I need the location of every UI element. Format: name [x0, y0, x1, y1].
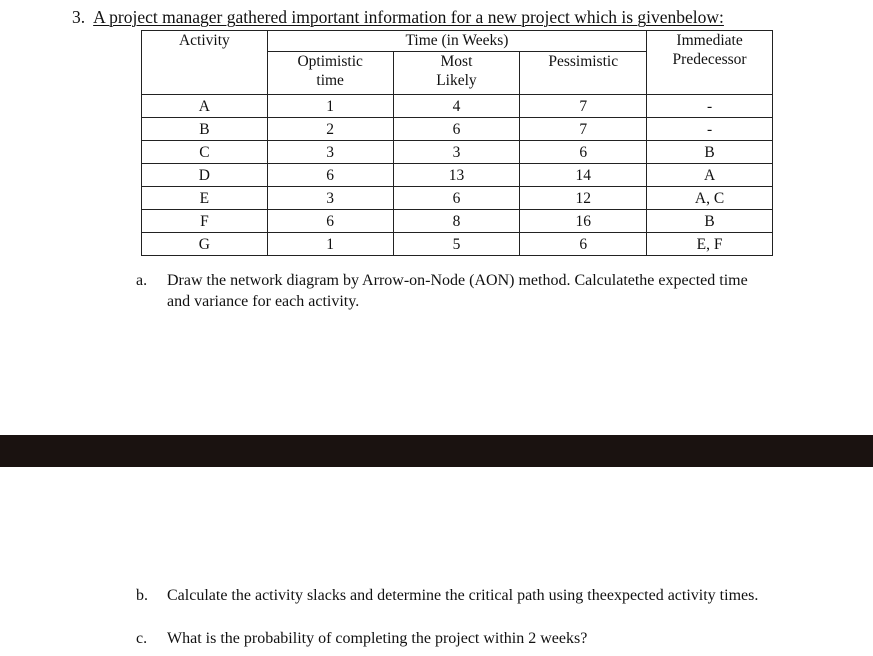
cell-optimistic: 3: [267, 141, 393, 164]
header-predecessor-line2: Predecessor: [672, 51, 747, 68]
header-optimistic: [267, 52, 393, 95]
dark-separator-band: [0, 435, 873, 467]
cell-optimistic: 3: [267, 187, 393, 210]
cell-predecessor: B: [647, 141, 773, 164]
cell-pessimistic: 12: [520, 187, 647, 210]
header-time: Time (in Weeks): [267, 31, 646, 52]
table-row: [142, 95, 773, 118]
table-header-row: [142, 31, 773, 52]
cell-activity: G: [142, 233, 268, 256]
table-row: [142, 187, 773, 210]
header-pessimistic: Pessimistic: [520, 52, 647, 95]
part-b-label: b.: [136, 587, 148, 604]
header-predecessor: [647, 31, 773, 95]
table-row: [142, 118, 773, 141]
part-a-text: Draw the network diagram by Arrow-on-Node (AON) method. Calculatethe expected time and variance for each activity.: [167, 272, 748, 310]
cell-pessimistic: 7: [520, 95, 647, 118]
header-most-line2: Likely: [436, 72, 477, 89]
header-predecessor-line1: Immediate: [676, 32, 743, 49]
header-optimistic-line2: time: [316, 72, 344, 89]
cell-most-likely: 8: [393, 210, 520, 233]
cell-optimistic: 6: [267, 210, 393, 233]
cell-activity: A: [142, 95, 268, 118]
question-number: 3.: [72, 7, 86, 27]
cell-optimistic: 1: [267, 95, 393, 118]
cell-optimistic: 6: [267, 164, 393, 187]
activity-table: [141, 30, 773, 256]
cell-pessimistic: 7: [520, 118, 647, 141]
cell-most-likely: 13: [393, 164, 520, 187]
cell-activity: C: [142, 141, 268, 164]
cell-pessimistic: 6: [520, 141, 647, 164]
part-b-text: Calculate the activity slacks and determine the critical path using theexpected activity times.: [167, 587, 759, 604]
cell-predecessor: -: [647, 95, 773, 118]
cell-most-likely: 5: [393, 233, 520, 256]
cell-pessimistic: 16: [520, 210, 647, 233]
cell-predecessor: A: [647, 164, 773, 187]
cell-most-likely: 6: [393, 187, 520, 210]
cell-most-likely: 3: [393, 141, 520, 164]
cell-activity: D: [142, 164, 268, 187]
cell-predecessor: B: [647, 210, 773, 233]
table-row: [142, 210, 773, 233]
cell-optimistic: 1: [267, 233, 393, 256]
cell-activity: F: [142, 210, 268, 233]
header-most-line1: Most: [440, 53, 473, 70]
cell-optimistic: 2: [267, 118, 393, 141]
cell-predecessor: E, F: [647, 233, 773, 256]
cell-pessimistic: 6: [520, 233, 647, 256]
cell-activity: B: [142, 118, 268, 141]
cell-most-likely: 4: [393, 95, 520, 118]
header-optimistic-line1: Optimistic: [297, 53, 363, 70]
header-most-likely: [393, 52, 520, 95]
table-row: [142, 233, 773, 256]
table-row: [142, 141, 773, 164]
question-text: A project manager gathered important information for a new project which is givenbelow:: [93, 7, 724, 27]
cell-activity: E: [142, 187, 268, 210]
cell-predecessor: A, C: [647, 187, 773, 210]
cell-most-likely: 6: [393, 118, 520, 141]
part-a-label: a.: [136, 272, 148, 289]
header-activity: Activity: [142, 31, 268, 95]
cell-pessimistic: 14: [520, 164, 647, 187]
table-row: [142, 164, 773, 187]
question-title: [72, 7, 724, 28]
part-c-text: What is the probability of completing the project within 2 weeks?: [167, 630, 588, 647]
part-c-label: c.: [136, 630, 148, 647]
cell-predecessor: -: [647, 118, 773, 141]
